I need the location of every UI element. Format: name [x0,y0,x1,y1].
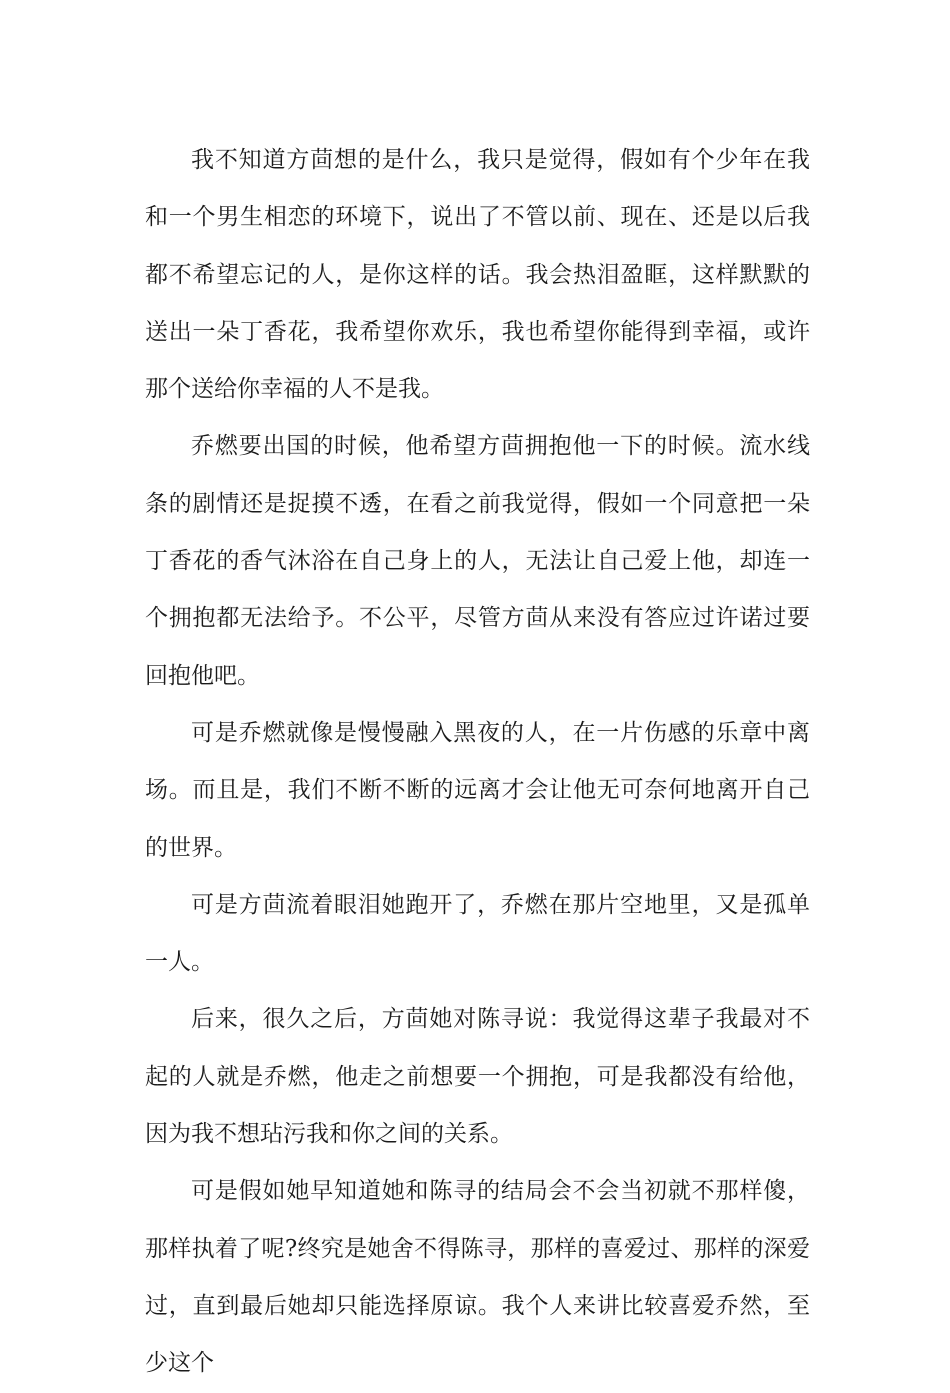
paragraph-4: 可是方茴流着眼泪她跑开了，乔燃在那片空地里，又是孤单一人。 [145,891,810,976]
document-body [145,132,810,1393]
paragraph-3: 可是乔燃就像是慢慢融入黑夜的人，在一片伤感的乐章中离场。而且是，我们不断不断的远离才会让他无可奈何地离开自己的世界。 [145,719,810,861]
paragraph-5: 后来，很久之后，方茴她对陈寻说：我觉得这辈子我最对不起的人就是乔燃，他走之前想要一个拥抱，可是我都没有给他，因为我不想玷污我和你之间的关系。 [145,1006,810,1148]
paragraph-2: 乔燃要出国的时候，他希望方茴拥抱他一下的时候。流水线条的剧情还是捉摸不透，在看之前我觉得，假如一个同意把一朵丁香花的香气沐浴在自己身上的人，无法让自己爱上他，却连一个拥抱都无法给予。不公平，尽管方茴从来没有答应过许诺过要回抱他吧。 [145,433,810,689]
paragraph-6: 可是假如她早知道她和陈寻的结局会不会当初就不那样傻，那样执着了呢?终究是她舍不得陈寻，那样的喜爱过、那样的深爱过，直到最后她却只能选择原谅。我个人来讲比较喜爱乔然，至少这个 [145,1178,810,1377]
paragraph-1: 我不知道方茴想的是什么，我只是觉得，假如有个少年在我和一个男生相恋的环境下，说出了不管以前、现在、还是以后我都不希望忘记的人，是你这样的话。我会热泪盈眶，这样默默的送出一朵丁香花，我希望你欢乐，我也希望你能得到幸福，或许那个送给你幸福的人不是我。 [145,147,810,403]
